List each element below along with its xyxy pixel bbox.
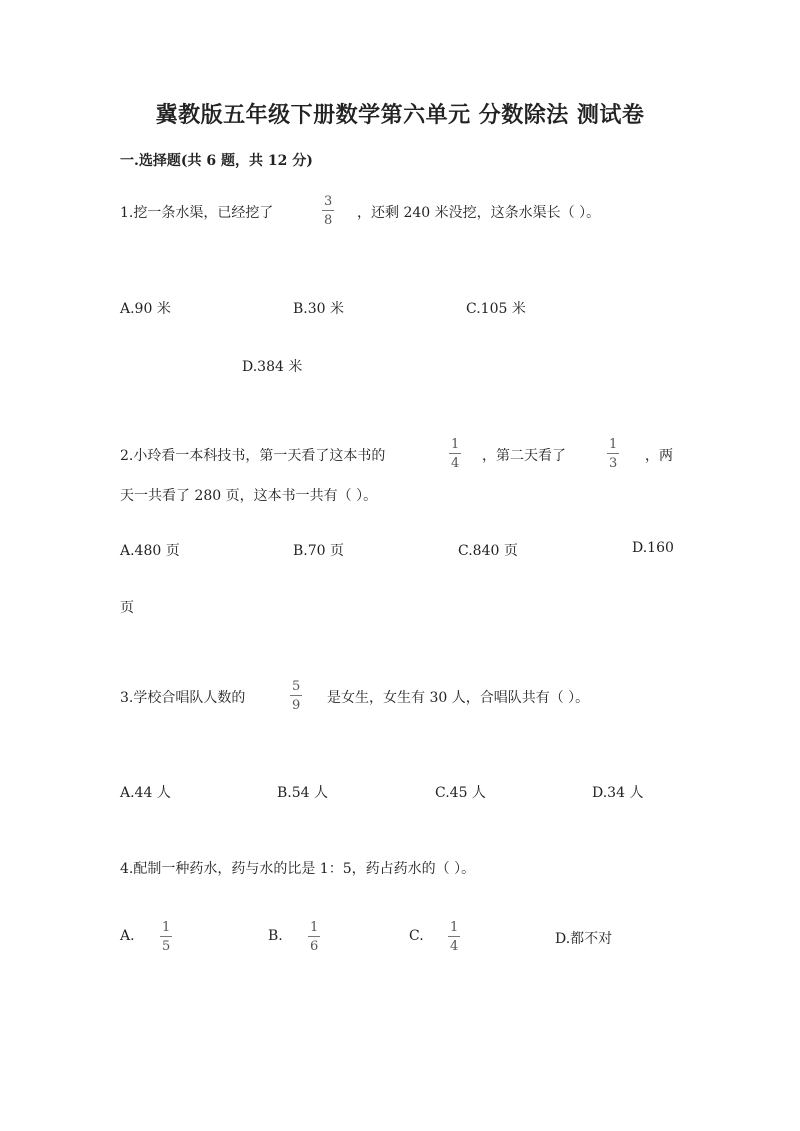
q4-option-d: D.都不对 (555, 931, 613, 947)
section-heading: 一.选择题(共 6 题，共 12 分) (120, 153, 313, 169)
q4-text: 4.配制一种药水，药与水的比是 1：5，药占药水的（ ）。 (120, 861, 476, 877)
q2-fraction-2 (607, 438, 619, 470)
q2-option-c: C.840 页 (458, 543, 518, 559)
q4-option-c-denominator: 4 (450, 939, 459, 954)
q4-option-a-denominator: 5 (162, 939, 171, 954)
q3-fraction-numerator: 5 (292, 679, 301, 694)
q4-option-b-numerator: 1 (310, 920, 319, 935)
q1-option-d: D.384 米 (242, 359, 303, 375)
q1-fraction-numerator: 3 (324, 194, 333, 209)
q2-text-c: ，两 (645, 448, 673, 464)
q2-fraction-1 (449, 438, 461, 470)
q2-option-b: B.70 页 (293, 543, 345, 559)
q4-option-b-fraction (308, 921, 320, 953)
q3-fraction (290, 680, 302, 712)
q3-option-c: C.45 人 (435, 785, 486, 801)
q4-option-a-numerator: 1 (162, 920, 171, 935)
q2-fraction-2-denominator: 3 (609, 456, 618, 471)
q2-fraction-1-denominator: 4 (451, 456, 460, 471)
q3-text-b: 是女生，女生有 30 人，合唱队共有（ ）。 (327, 690, 590, 706)
q3-option-b: B.54 人 (277, 785, 329, 801)
q3-option-d: D.34 人 (592, 785, 644, 801)
q3-fraction-denominator: 9 (292, 698, 301, 713)
q1-fraction-denominator: 8 (324, 213, 333, 228)
q1-option-c: C.105 米 (466, 301, 526, 317)
q4-option-c-label: C. (409, 928, 424, 944)
q1-option-b: B.30 米 (293, 301, 345, 317)
q2-fraction-1-numerator: 1 (451, 437, 460, 452)
q2-text-b: ，第二天看了 (482, 448, 566, 464)
q4-option-b-label: B. (268, 928, 283, 944)
q2-fraction-2-numerator: 1 (609, 437, 618, 452)
q2-text-d: 天一共看了 280 页，这本书一共有（ ）。 (120, 488, 378, 504)
q1-fraction (322, 195, 334, 227)
q2-option-a: A.480 页 (120, 543, 180, 559)
q1-text-a: 1.挖一条水渠，已经挖了 (120, 205, 274, 221)
q1-text-b: ，还剩 240 米没挖，这条水渠长（ ）。 (357, 205, 601, 221)
q4-option-c-fraction (448, 921, 460, 953)
q3-option-a: A.44 人 (120, 785, 171, 801)
q4-option-c-numerator: 1 (450, 920, 459, 935)
q4-option-b-denominator: 6 (310, 939, 319, 954)
q3-text-a: 3.学校合唱队人数的 (120, 690, 246, 706)
q4-option-a-label: A. (120, 928, 135, 944)
q4-option-a-fraction (160, 921, 172, 953)
page-title: 冀教版五年级下册数学第六单元 分数除法 测试卷 (155, 102, 645, 128)
q2-option-d: D.160 (632, 540, 674, 556)
q2-text-a: 2.小玲看一本科技书，第一天看了这本书的 (120, 448, 386, 464)
q1-option-a: A.90 米 (120, 301, 171, 317)
q2-option-d-wrap: 页 (120, 600, 134, 616)
